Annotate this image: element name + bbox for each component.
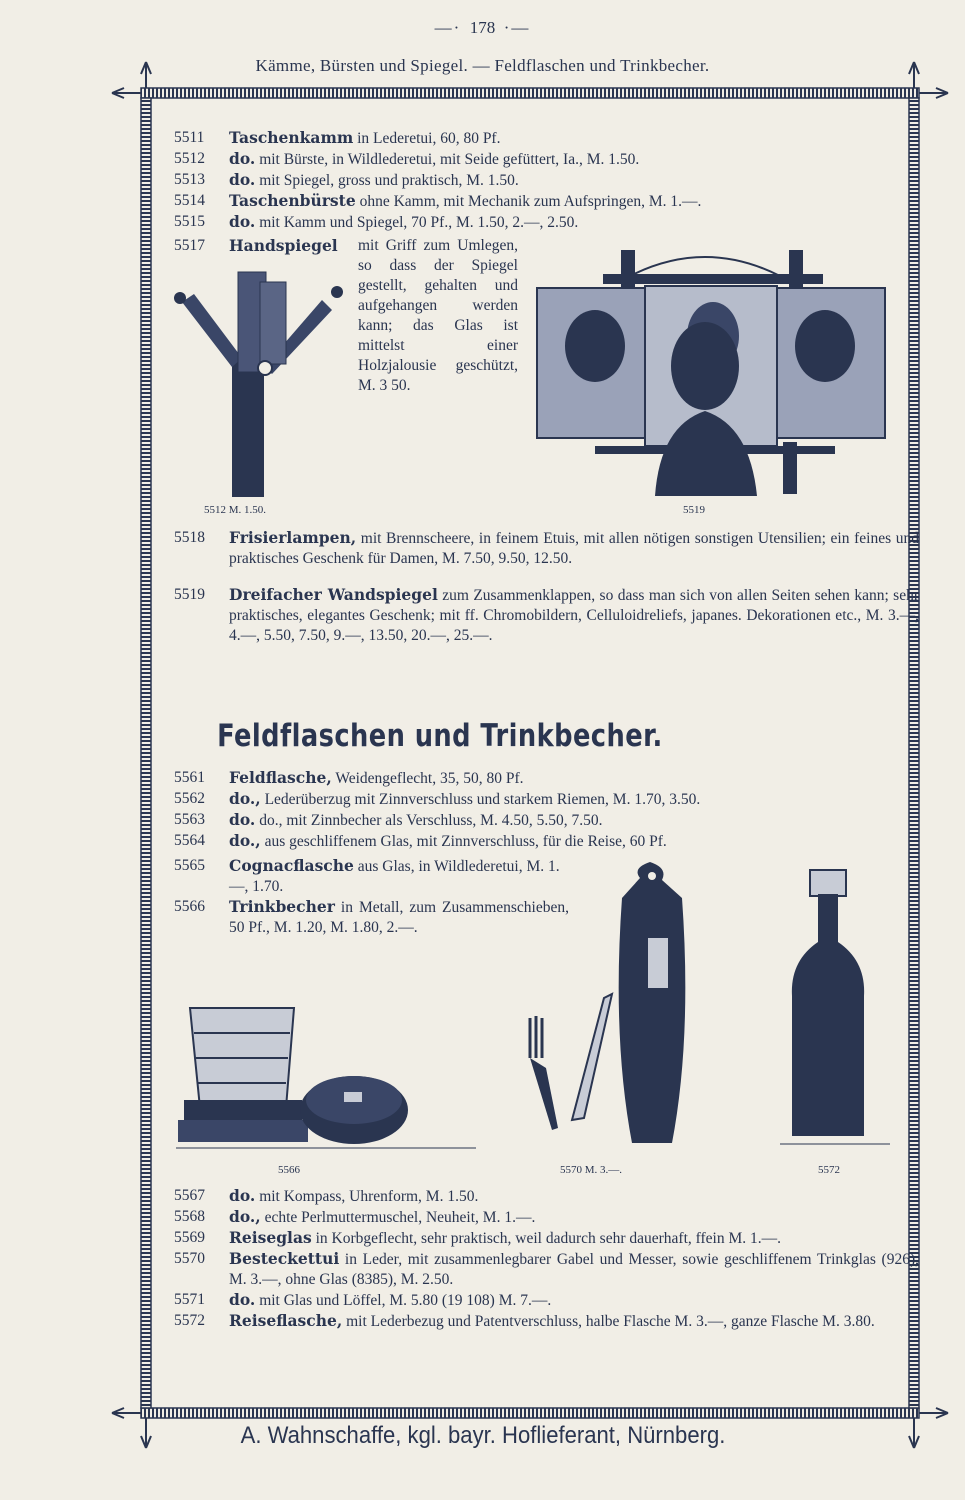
entry-5519: 5519 Dreifacher Wandspiegel zum Zusammenklappen, so dass man sich von allen Seiten sehen kann; sehr praktisches, elegantes Geschenk; mit ff. Chromobildern, Celluloidreliefs, japanes. Dekorationen etc., M. 3.—, 4.—, 5.50, 7.50, 9.—, 13.50, 20.—, 25.—. — [174, 585, 919, 644]
entry-5564: 5564 do., aus geschliffenem Glas, mit Zinnverschluss, für die Reise, 60 Pf. — [174, 831, 667, 850]
hand-mirror-illustration — [172, 262, 352, 502]
entry-5562: 5562 do., Lederüberzug mit Zinnverschluss und starkem Riemen, M. 1.70, 3.50. — [174, 789, 701, 808]
entry-5572: 5572 Reiseflasche, mit Lederbezug und Patentverschluss, halbe Flasche M. 3.—, ganze Flasche M. 3.80. — [174, 1311, 875, 1330]
entry-5566: 5566 Trinkbecher in Metall, zum Zusammenschieben, 50 Pf., M. 1.20, M. 1.80, 2.—. — [174, 897, 569, 936]
entries-mirrors — [174, 528, 919, 646]
entry-5515: 5515 do. mit Kamm und Spiegel, 70 Pf., M. 1.50, 2.—, 2.50. — [174, 212, 579, 231]
entry-5518: 5518 Frisierlampen, mit Brennscheere, in feinem Etuis, mit allen nötigen sonstigen Utensilien; ein feines und praktisches Geschenk für Damen, M. 7.50, 9.50, 12.50. — [174, 528, 919, 567]
entries-accessories — [174, 1186, 919, 1332]
entry-5571: 5571 do. mit Glas und Löffel, M. 5.80 (19 108) M. 7.—. — [174, 1290, 552, 1309]
triple-mirror-illustration — [535, 246, 887, 498]
entry-5513: 5513 do. mit Spiegel, gross und praktisch, M. 1.50. — [174, 170, 519, 189]
entry-5517-text: mit Griff zum Umlegen, so dass der Spiegel gestellt, gehalten und aufgehangen werden kann; das Glas ist mittelst einer Holzjalousie geschützt, M. 3 50. — [358, 237, 518, 394]
caption-5512: 5512 M. 1.50. — [204, 504, 267, 516]
travel-bottle-illustration — [780, 866, 890, 1156]
entry-5567: 5567 do. mit Kompass, Uhrenform, M. 1.50. — [174, 1186, 479, 1205]
section-title: Feldflaschen und Trinkbecher. — [217, 718, 663, 754]
caption-5572: 5572 — [818, 1164, 840, 1176]
entry-5512: 5512 do. mit Bürste, in Wildlederetui, mit Seide gefüttert, Ia., M. 1.50. — [174, 149, 640, 168]
entry-5565: 5565 Cognacflasche aus Glas, in Wildlederetui, M. 1.—, 1.70. — [174, 856, 560, 895]
caption-5570: 5570 M. 3.—. — [560, 1164, 623, 1176]
cutlery-case-illustration — [512, 858, 752, 1158]
footer-imprint: A. Wahnschaffe, kgl. bayr. Hoflieferant, Nürnberg. — [240, 1422, 726, 1449]
running-header: Kämme, Bürsten und Spiegel. — Feldflaschen und Trinkbecher. — [255, 56, 710, 75]
entry-5514: 5514 Taschenbürste ohne Kamm, mit Mechanik zum Aufspringen, M. 1.—. — [174, 191, 702, 210]
entry-5570: 5570 Besteckettui in Leder, mit zusammenlegbarer Gabel und Messer, sowie geschliffenem Trinkglas (926), M. 3.—, ohne Glas (8385), M. 2.50. — [174, 1249, 919, 1288]
caption-5566: 5566 — [278, 1164, 300, 1176]
caption-5519: 5519 — [683, 504, 705, 516]
entry-5568: 5568 do., echte Perlmuttermuschel, Neuheit, M. 1.—. — [174, 1207, 536, 1226]
entry-5563: 5563 do. do., mit Zinnbecher als Verschluss, M. 4.50, 5.50, 7.50. — [174, 810, 603, 829]
page-number: —· 178 ·— — [434, 18, 531, 37]
entry-5569: 5569 Reiseglas in Korbgeflecht, sehr praktisch, weil dadurch sehr dauerhaft, ffein M. 1.—. — [174, 1228, 782, 1247]
cup-and-compass-illustration — [176, 988, 476, 1154]
entries-combs — [174, 128, 919, 233]
entry-5511: 5511 Taschenkamm in Lederetui, 60, 80 Pf. — [174, 128, 501, 147]
entry-5561: 5561 Feldflasche, Weidengeflecht, 35, 50, 80 Pf. — [174, 768, 524, 787]
entry-5517: 5517 Handspiegel — [174, 236, 338, 255]
